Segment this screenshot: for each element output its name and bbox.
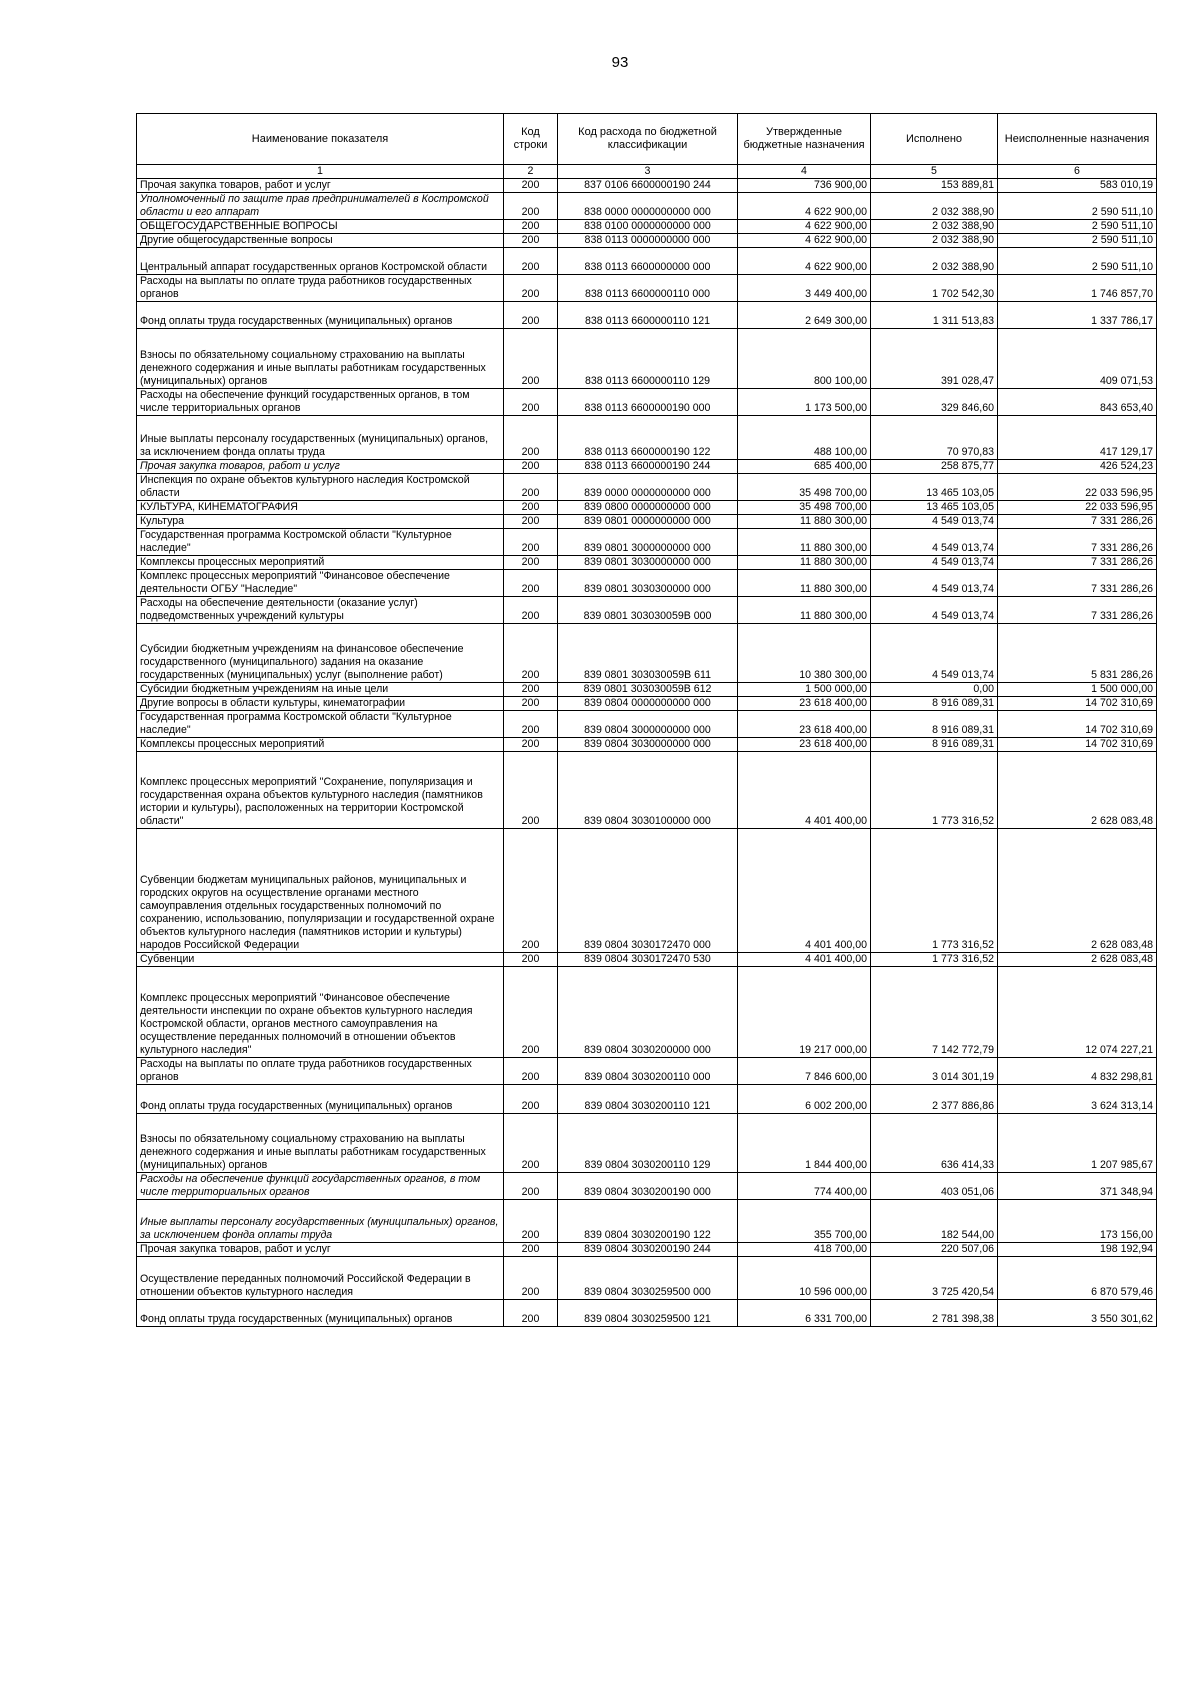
unexecuted-amount-cell: 2 590 511,10 xyxy=(998,248,1157,275)
row-code-cell: 200 xyxy=(504,389,558,416)
budget-code-cell: 839 0804 3030000000 000 xyxy=(558,738,738,752)
executed-amount-cell: 2 032 388,90 xyxy=(871,193,998,220)
table-row xyxy=(137,697,1157,711)
table-row xyxy=(137,1058,1157,1085)
row-code-cell: 200 xyxy=(504,1300,558,1327)
budget-code-cell: 839 0804 3030200190 244 xyxy=(558,1243,738,1257)
row-code-cell: 200 xyxy=(504,1243,558,1257)
row-code-cell: 200 xyxy=(504,624,558,683)
approved-amount-cell: 4 622 900,00 xyxy=(738,248,871,275)
table-row xyxy=(137,302,1157,329)
budget-code-cell: 838 0113 6600000110 000 xyxy=(558,275,738,302)
budget-code-cell: 839 0804 3030259500 000 xyxy=(558,1257,738,1300)
budget-code-cell: 839 0804 3030200190 000 xyxy=(558,1173,738,1200)
approved-amount-cell: 1 500 000,00 xyxy=(738,683,871,697)
column-number: 4 xyxy=(738,165,871,179)
budget-report-table xyxy=(136,113,1157,1327)
table-row xyxy=(137,275,1157,302)
indicator-name-cell: Прочая закупка товаров, работ и услуг xyxy=(137,1243,504,1257)
indicator-name-cell: Прочая закупка товаров, работ и услуг xyxy=(137,460,504,474)
unexecuted-amount-cell: 14 702 310,69 xyxy=(998,697,1157,711)
executed-amount-cell: 4 549 013,74 xyxy=(871,597,998,624)
budget-code-cell: 839 0801 3030000000 000 xyxy=(558,556,738,570)
budget-code-cell: 839 0801 303030059В 000 xyxy=(558,597,738,624)
unexecuted-amount-cell: 426 524,23 xyxy=(998,460,1157,474)
approved-amount-cell: 4 401 400,00 xyxy=(738,953,871,967)
executed-amount-cell: 220 507,06 xyxy=(871,1243,998,1257)
unexecuted-amount-cell: 583 010,19 xyxy=(998,179,1157,193)
indicator-name-cell: Иные выплаты персоналу государственных (муниципальных) органов, за исключением фонда оплаты труда xyxy=(137,1200,504,1243)
row-code-cell: 200 xyxy=(504,234,558,248)
executed-amount-cell: 0,00 xyxy=(871,683,998,697)
unexecuted-amount-cell: 2 628 083,48 xyxy=(998,829,1157,953)
indicator-name-cell: Государственная программа Костромской области "Культурное наследие" xyxy=(137,529,504,556)
executed-amount-cell: 2 781 398,38 xyxy=(871,1300,998,1327)
approved-amount-cell: 4 622 900,00 xyxy=(738,193,871,220)
budget-code-cell: 839 0801 3030300000 000 xyxy=(558,570,738,597)
approved-amount-cell: 23 618 400,00 xyxy=(738,711,871,738)
executed-amount-cell: 8 916 089,31 xyxy=(871,711,998,738)
indicator-name-cell: Субсидии бюджетным учреждениям на финансовое обеспечение государственного (муниципального) задания на оказание государственных (муниципальных) услуг (выполнение работ) xyxy=(137,624,504,683)
table-row xyxy=(137,529,1157,556)
row-code-cell: 200 xyxy=(504,953,558,967)
table-row xyxy=(137,1200,1157,1243)
column-number: 2 xyxy=(504,165,558,179)
budget-code-cell: 839 0804 3030200110 000 xyxy=(558,1058,738,1085)
budget-code-cell: 838 0100 0000000000 000 xyxy=(558,220,738,234)
unexecuted-amount-cell: 4 832 298,81 xyxy=(998,1058,1157,1085)
approved-amount-cell: 11 880 300,00 xyxy=(738,597,871,624)
row-code-cell: 200 xyxy=(504,416,558,460)
executed-amount-cell: 4 549 013,74 xyxy=(871,556,998,570)
row-code-cell: 200 xyxy=(504,1085,558,1114)
indicator-name-cell: Культура xyxy=(137,515,504,529)
header-approved: Утвержденные бюджетные назначения xyxy=(738,114,871,165)
approved-amount-cell: 4 622 900,00 xyxy=(738,220,871,234)
unexecuted-amount-cell: 1 500 000,00 xyxy=(998,683,1157,697)
table-row xyxy=(137,1243,1157,1257)
table-row xyxy=(137,1114,1157,1173)
row-code-cell: 200 xyxy=(504,179,558,193)
approved-amount-cell: 11 880 300,00 xyxy=(738,529,871,556)
unexecuted-amount-cell: 198 192,94 xyxy=(998,1243,1157,1257)
approved-amount-cell: 488 100,00 xyxy=(738,416,871,460)
indicator-name-cell: Расходы на обеспечение функций государственных органов, в том числе территориальных органов xyxy=(137,389,504,416)
approved-amount-cell: 10 380 300,00 xyxy=(738,624,871,683)
indicator-name-cell: Комплекс процессных мероприятий "Финансовое обеспечение деятельности ОГБУ "Наследие" xyxy=(137,570,504,597)
indicator-name-cell: Субвенции xyxy=(137,953,504,967)
unexecuted-amount-cell: 7 331 286,26 xyxy=(998,556,1157,570)
approved-amount-cell: 35 498 700,00 xyxy=(738,501,871,515)
unexecuted-amount-cell: 2 590 511,10 xyxy=(998,234,1157,248)
approved-amount-cell: 4 622 900,00 xyxy=(738,234,871,248)
header-row-code: Код строки xyxy=(504,114,558,165)
row-code-cell: 200 xyxy=(504,329,558,389)
executed-amount-cell: 3 014 301,19 xyxy=(871,1058,998,1085)
budget-code-cell: 839 0804 3030200110 129 xyxy=(558,1114,738,1173)
table-row xyxy=(137,501,1157,515)
row-code-cell: 200 xyxy=(504,501,558,515)
table-row xyxy=(137,248,1157,275)
header-unexecuted: Неисполненные назначения xyxy=(998,114,1157,165)
approved-amount-cell: 800 100,00 xyxy=(738,329,871,389)
unexecuted-amount-cell: 7 331 286,26 xyxy=(998,515,1157,529)
row-code-cell: 200 xyxy=(504,302,558,329)
unexecuted-amount-cell: 2 590 511,10 xyxy=(998,220,1157,234)
budget-code-cell: 838 0113 6600000110 121 xyxy=(558,302,738,329)
row-code-cell: 200 xyxy=(504,711,558,738)
indicator-name-cell: Центральный аппарат государственных органов Костромской области xyxy=(137,248,504,275)
approved-amount-cell: 736 900,00 xyxy=(738,179,871,193)
indicator-name-cell: Иные выплаты персоналу государственных (муниципальных) органов, за исключением фонда оплаты труда xyxy=(137,416,504,460)
table-row xyxy=(137,953,1157,967)
unexecuted-amount-cell: 1 746 857,70 xyxy=(998,275,1157,302)
unexecuted-amount-cell: 14 702 310,69 xyxy=(998,711,1157,738)
table-row xyxy=(137,556,1157,570)
approved-amount-cell: 11 880 300,00 xyxy=(738,515,871,529)
unexecuted-amount-cell: 7 331 286,26 xyxy=(998,570,1157,597)
executed-amount-cell: 258 875,77 xyxy=(871,460,998,474)
unexecuted-amount-cell: 7 331 286,26 xyxy=(998,529,1157,556)
approved-amount-cell: 11 880 300,00 xyxy=(738,556,871,570)
indicator-name-cell: Расходы на выплаты по оплате труда работников государственных органов xyxy=(137,1058,504,1085)
approved-amount-cell: 23 618 400,00 xyxy=(738,738,871,752)
unexecuted-amount-cell: 2 628 083,48 xyxy=(998,752,1157,829)
approved-amount-cell: 685 400,00 xyxy=(738,460,871,474)
row-code-cell: 200 xyxy=(504,570,558,597)
unexecuted-amount-cell: 5 831 286,26 xyxy=(998,624,1157,683)
table-row xyxy=(137,1300,1157,1327)
row-code-cell: 200 xyxy=(504,474,558,501)
approved-amount-cell: 23 618 400,00 xyxy=(738,697,871,711)
indicator-name-cell: КУЛЬТУРА, КИНЕМАТОГРАФИЯ xyxy=(137,501,504,515)
indicator-name-cell: Фонд оплаты труда государственных (муниципальных) органов xyxy=(137,1300,504,1327)
unexecuted-amount-cell: 22 033 596,95 xyxy=(998,501,1157,515)
executed-amount-cell: 153 889,81 xyxy=(871,179,998,193)
unexecuted-amount-cell: 1 337 786,17 xyxy=(998,302,1157,329)
table-row xyxy=(137,416,1157,460)
table-row xyxy=(137,179,1157,193)
unexecuted-amount-cell: 6 870 579,46 xyxy=(998,1257,1157,1300)
approved-amount-cell: 35 498 700,00 xyxy=(738,474,871,501)
table-row xyxy=(137,460,1157,474)
unexecuted-amount-cell: 3 624 313,14 xyxy=(998,1085,1157,1114)
approved-amount-cell: 10 596 000,00 xyxy=(738,1257,871,1300)
row-code-cell: 200 xyxy=(504,515,558,529)
table-row xyxy=(137,474,1157,501)
row-code-cell: 200 xyxy=(504,556,558,570)
row-code-cell: 200 xyxy=(504,1114,558,1173)
header-budget-code: Код расхода по бюджетной классификации xyxy=(558,114,738,165)
unexecuted-amount-cell: 22 033 596,95 xyxy=(998,474,1157,501)
budget-code-cell: 839 0801 303030059В 611 xyxy=(558,624,738,683)
indicator-name-cell: Комплексы процессных мероприятий xyxy=(137,738,504,752)
column-number: 6 xyxy=(998,165,1157,179)
row-code-cell: 200 xyxy=(504,597,558,624)
approved-amount-cell: 4 401 400,00 xyxy=(738,752,871,829)
executed-amount-cell: 403 051,06 xyxy=(871,1173,998,1200)
indicator-name-cell: Фонд оплаты труда государственных (муниципальных) органов xyxy=(137,302,504,329)
indicator-name-cell: Комплекс процессных мероприятий "Сохранение, популяризация и государственная охрана объектов культурного наследия (памятников истории и культуры), расположенных на территории Костромской области" xyxy=(137,752,504,829)
budget-code-cell: 839 0800 0000000000 000 xyxy=(558,501,738,515)
executed-amount-cell: 391 028,47 xyxy=(871,329,998,389)
budget-code-cell: 839 0801 303030059В 612 xyxy=(558,683,738,697)
column-numbers-row xyxy=(137,165,1157,179)
indicator-name-cell: Субвенции бюджетам муниципальных районов, муниципальных и городских округов на осуществление органами местного самоуправления отдельных государственных полномочий по сохранению, использованию, популяризации и государственной охране объектов культурного наследия (памятников истории и культуры) народов Российской Федерации xyxy=(137,829,504,953)
row-code-cell: 200 xyxy=(504,248,558,275)
budget-code-cell: 838 0113 6600000190 244 xyxy=(558,460,738,474)
table-row xyxy=(137,624,1157,683)
approved-amount-cell: 6 331 700,00 xyxy=(738,1300,871,1327)
budget-code-cell: 839 0804 3030200110 121 xyxy=(558,1085,738,1114)
approved-amount-cell: 1 844 400,00 xyxy=(738,1114,871,1173)
budget-code-cell: 838 0000 0000000000 000 xyxy=(558,193,738,220)
budget-code-cell: 839 0804 3000000000 000 xyxy=(558,711,738,738)
indicator-name-cell: Другие вопросы в области культуры, кинематографии xyxy=(137,697,504,711)
unexecuted-amount-cell: 173 156,00 xyxy=(998,1200,1157,1243)
page-number: 93 xyxy=(611,54,629,71)
row-code-cell: 200 xyxy=(504,193,558,220)
unexecuted-amount-cell: 843 653,40 xyxy=(998,389,1157,416)
executed-amount-cell: 13 465 103,05 xyxy=(871,501,998,515)
indicator-name-cell: Прочая закупка товаров, работ и услуг xyxy=(137,179,504,193)
indicator-name-cell: Расходы на обеспечение функций государственных органов, в том числе территориальных органов xyxy=(137,1173,504,1200)
unexecuted-amount-cell: 2 628 083,48 xyxy=(998,953,1157,967)
table-row xyxy=(137,220,1157,234)
approved-amount-cell: 418 700,00 xyxy=(738,1243,871,1257)
table-row xyxy=(137,1085,1157,1114)
executed-amount-cell: 1 773 316,52 xyxy=(871,829,998,953)
budget-code-cell: 839 0000 0000000000 000 xyxy=(558,474,738,501)
row-code-cell: 200 xyxy=(504,1200,558,1243)
budget-code-cell: 838 0113 6600000000 000 xyxy=(558,248,738,275)
executed-amount-cell: 4 549 013,74 xyxy=(871,515,998,529)
approved-amount-cell: 1 173 500,00 xyxy=(738,389,871,416)
executed-amount-cell: 2 032 388,90 xyxy=(871,220,998,234)
table-body xyxy=(137,179,1157,1327)
executed-amount-cell: 4 549 013,74 xyxy=(871,570,998,597)
executed-amount-cell: 13 465 103,05 xyxy=(871,474,998,501)
indicator-name-cell: Инспекция по охране объектов культурного наследия Костромской области xyxy=(137,474,504,501)
executed-amount-cell: 2 377 886,86 xyxy=(871,1085,998,1114)
budget-code-cell: 838 0113 6600000110 129 xyxy=(558,329,738,389)
executed-amount-cell: 7 142 772,79 xyxy=(871,967,998,1058)
column-number: 1 xyxy=(137,165,504,179)
budget-code-cell: 839 0804 3030172470 530 xyxy=(558,953,738,967)
budget-code-cell: 839 0804 3030200000 000 xyxy=(558,967,738,1058)
executed-amount-cell: 2 032 388,90 xyxy=(871,234,998,248)
executed-amount-cell: 636 414,33 xyxy=(871,1114,998,1173)
budget-code-cell: 839 0804 3030172470 000 xyxy=(558,829,738,953)
approved-amount-cell: 774 400,00 xyxy=(738,1173,871,1200)
budget-code-cell: 837 0106 6600000190 244 xyxy=(558,179,738,193)
table-row xyxy=(137,829,1157,953)
indicator-name-cell: Комплексы процессных мероприятий xyxy=(137,556,504,570)
table-row xyxy=(137,389,1157,416)
indicator-name-cell: ОБЩЕГОСУДАРСТВЕННЫЕ ВОПРОСЫ xyxy=(137,220,504,234)
row-code-cell: 200 xyxy=(504,697,558,711)
indicator-name-cell: Расходы на обеспечение деятельности (оказание услуг) подведомственных учреждений культуры xyxy=(137,597,504,624)
table-row xyxy=(137,967,1157,1058)
executed-amount-cell: 182 544,00 xyxy=(871,1200,998,1243)
indicator-name-cell: Фонд оплаты труда государственных (муниципальных) органов xyxy=(137,1085,504,1114)
executed-amount-cell: 329 846,60 xyxy=(871,389,998,416)
unexecuted-amount-cell: 7 331 286,26 xyxy=(998,597,1157,624)
approved-amount-cell: 11 880 300,00 xyxy=(738,570,871,597)
unexecuted-amount-cell: 12 074 227,21 xyxy=(998,967,1157,1058)
unexecuted-amount-cell: 1 207 985,67 xyxy=(998,1114,1157,1173)
budget-code-cell: 839 0804 0000000000 000 xyxy=(558,697,738,711)
table-row xyxy=(137,234,1157,248)
indicator-name-cell: Субсидии бюджетным учреждениям на иные цели xyxy=(137,683,504,697)
budget-code-cell: 839 0801 0000000000 000 xyxy=(558,515,738,529)
row-code-cell: 200 xyxy=(504,829,558,953)
unexecuted-amount-cell: 2 590 511,10 xyxy=(998,193,1157,220)
row-code-cell: 200 xyxy=(504,460,558,474)
executed-amount-cell: 1 773 316,52 xyxy=(871,953,998,967)
executed-amount-cell: 8 916 089,31 xyxy=(871,697,998,711)
approved-amount-cell: 7 846 600,00 xyxy=(738,1058,871,1085)
unexecuted-amount-cell: 417 129,17 xyxy=(998,416,1157,460)
unexecuted-amount-cell: 409 071,53 xyxy=(998,329,1157,389)
row-code-cell: 200 xyxy=(504,1058,558,1085)
budget-code-cell: 838 0113 6600000190 000 xyxy=(558,389,738,416)
row-code-cell: 200 xyxy=(504,967,558,1058)
executed-amount-cell: 8 916 089,31 xyxy=(871,738,998,752)
table-row xyxy=(137,738,1157,752)
approved-amount-cell: 4 401 400,00 xyxy=(738,829,871,953)
table-row xyxy=(137,683,1157,697)
header-indicator-name: Наименование показателя xyxy=(137,114,504,165)
table-row xyxy=(137,752,1157,829)
table-row xyxy=(137,570,1157,597)
table-row xyxy=(137,193,1157,220)
approved-amount-cell: 2 649 300,00 xyxy=(738,302,871,329)
table-row xyxy=(137,515,1157,529)
row-code-cell: 200 xyxy=(504,683,558,697)
row-code-cell: 200 xyxy=(504,1173,558,1200)
column-number: 5 xyxy=(871,165,998,179)
indicator-name-cell: Государственная программа Костромской области "Культурное наследие" xyxy=(137,711,504,738)
row-code-cell: 200 xyxy=(504,275,558,302)
unexecuted-amount-cell: 3 550 301,62 xyxy=(998,1300,1157,1327)
approved-amount-cell: 355 700,00 xyxy=(738,1200,871,1243)
indicator-name-cell: Осуществление переданных полномочий Российской Федерации в отношении объектов культурного наследия xyxy=(137,1257,504,1300)
table-row xyxy=(137,711,1157,738)
budget-code-cell: 839 0804 3030259500 121 xyxy=(558,1300,738,1327)
executed-amount-cell: 4 549 013,74 xyxy=(871,624,998,683)
indicator-name-cell: Другие общегосударственные вопросы xyxy=(137,234,504,248)
budget-code-cell: 839 0801 3000000000 000 xyxy=(558,529,738,556)
indicator-name-cell: Уполномоченный по защите прав предпринимателей в Костромской области и его аппарат xyxy=(137,193,504,220)
table-row xyxy=(137,1257,1157,1300)
executed-amount-cell: 2 032 388,90 xyxy=(871,248,998,275)
unexecuted-amount-cell: 371 348,94 xyxy=(998,1173,1157,1200)
table-row xyxy=(137,1173,1157,1200)
row-code-cell: 200 xyxy=(504,529,558,556)
budget-code-cell: 838 0113 0000000000 000 xyxy=(558,234,738,248)
budget-code-cell: 839 0804 3030100000 000 xyxy=(558,752,738,829)
table-header-row xyxy=(137,114,1157,165)
executed-amount-cell: 1 702 542,30 xyxy=(871,275,998,302)
executed-amount-cell: 70 970,83 xyxy=(871,416,998,460)
budget-code-cell: 839 0804 3030200190 122 xyxy=(558,1200,738,1243)
column-number: 3 xyxy=(558,165,738,179)
indicator-name-cell: Комплекс процессных мероприятий "Финансовое обеспечение деятельности инспекции по охране объектов культурного наследия Костромской области, органов местного самоуправления на осуществление переданных полномочий в отношении объектов культурного наследия" xyxy=(137,967,504,1058)
row-code-cell: 200 xyxy=(504,738,558,752)
executed-amount-cell: 1 773 316,52 xyxy=(871,752,998,829)
row-code-cell: 200 xyxy=(504,220,558,234)
indicator-name-cell: Взносы по обязательному социальному страхованию на выплаты денежного содержания и иные выплаты работникам государственных (муниципальных) органов xyxy=(137,329,504,389)
table-row xyxy=(137,329,1157,389)
row-code-cell: 200 xyxy=(504,752,558,829)
approved-amount-cell: 3 449 400,00 xyxy=(738,275,871,302)
indicator-name-cell: Взносы по обязательному социальному страхованию на выплаты денежного содержания и иные выплаты работникам государственных (муниципальных) органов xyxy=(137,1114,504,1173)
header-executed: Исполнено xyxy=(871,114,998,165)
approved-amount-cell: 6 002 200,00 xyxy=(738,1085,871,1114)
unexecuted-amount-cell: 14 702 310,69 xyxy=(998,738,1157,752)
executed-amount-cell: 3 725 420,54 xyxy=(871,1257,998,1300)
approved-amount-cell: 19 217 000,00 xyxy=(738,967,871,1058)
executed-amount-cell: 4 549 013,74 xyxy=(871,529,998,556)
executed-amount-cell: 1 311 513,83 xyxy=(871,302,998,329)
budget-code-cell: 838 0113 6600000190 122 xyxy=(558,416,738,460)
table-row xyxy=(137,597,1157,624)
row-code-cell: 200 xyxy=(504,1257,558,1300)
indicator-name-cell: Расходы на выплаты по оплате труда работников государственных органов xyxy=(137,275,504,302)
